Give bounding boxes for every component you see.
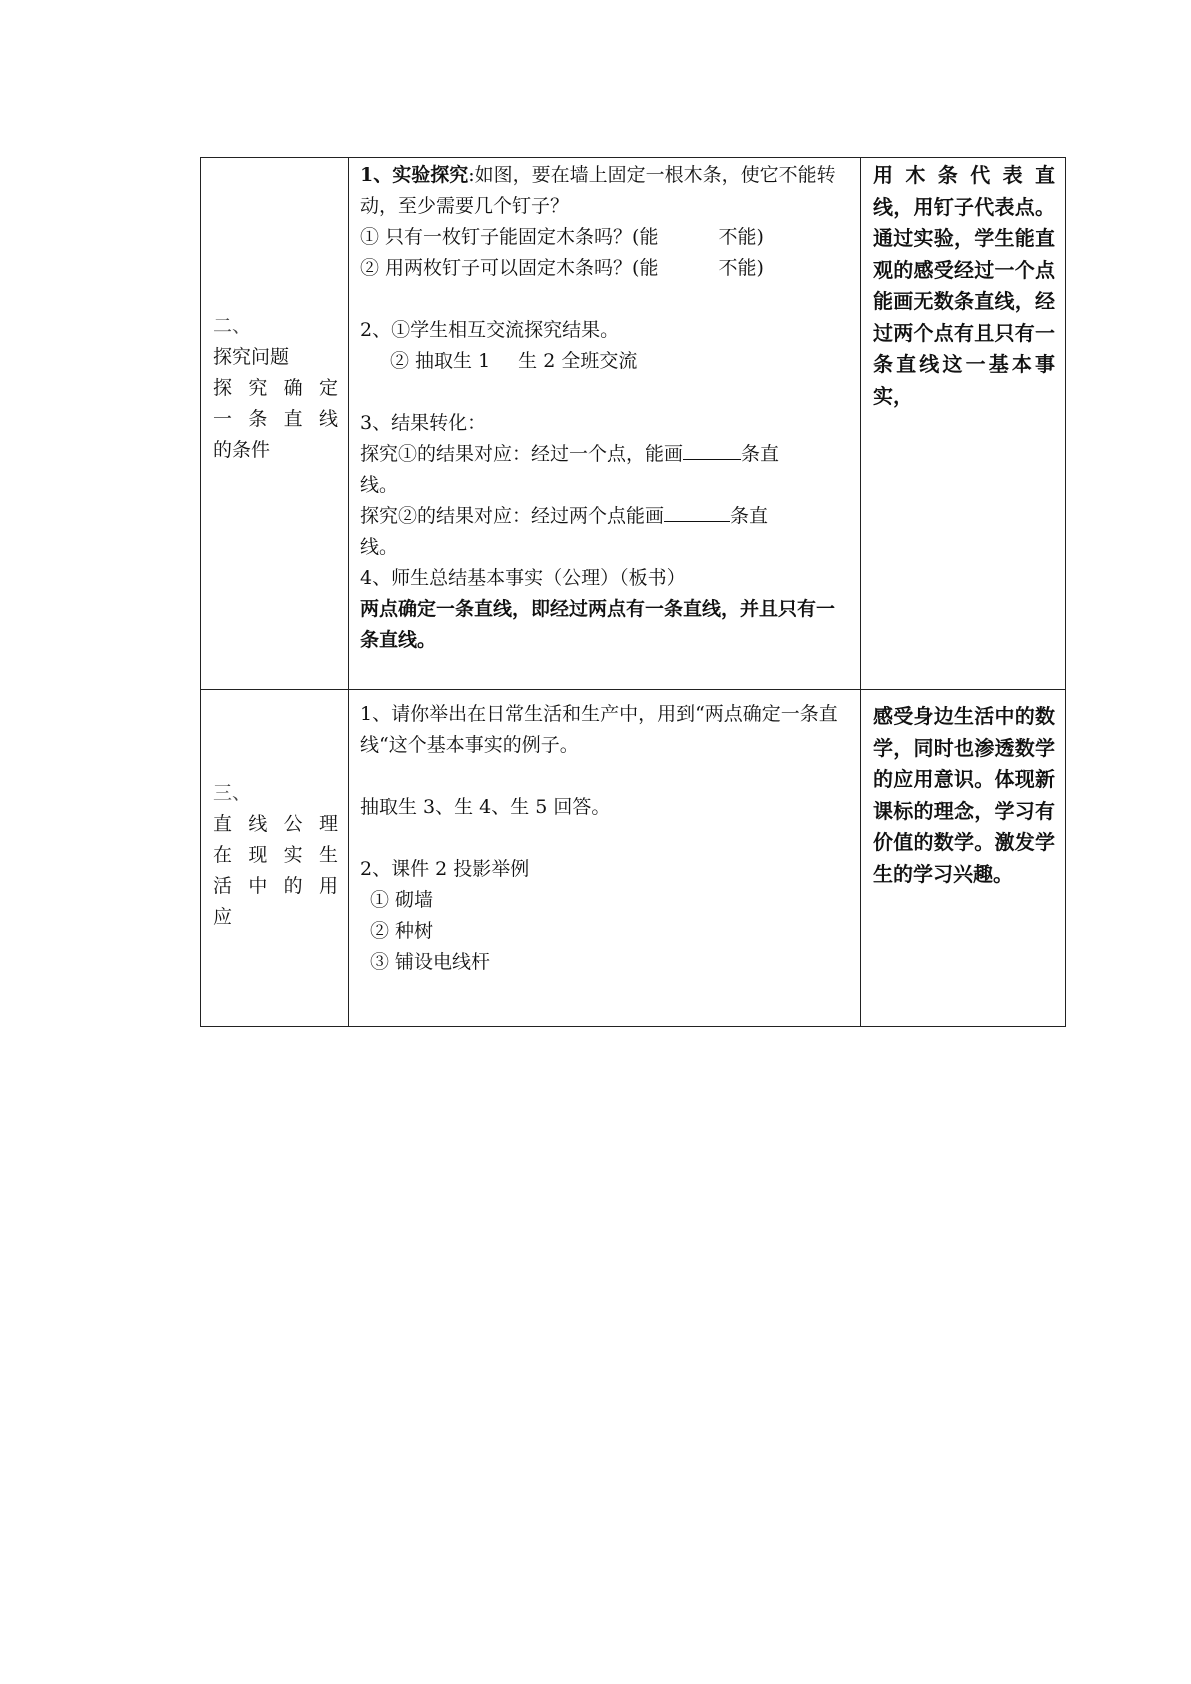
stage-title-line: 直线公理 [213, 813, 338, 835]
summary-item: 4、师生总结基本事实（公理）（板书） [360, 567, 686, 589]
stage-cell [201, 158, 349, 690]
stage-number: 二、 [213, 315, 252, 337]
example-item: ③ 铺设电线杆 [370, 951, 491, 973]
design-note-cell [861, 690, 1066, 1027]
design-note-text: 线，用钉子代表点。通过实验，学生能直观的感受经过一个点能画无数条直线，经过两个点有且只有一条直线这一基本事实， [873, 194, 1055, 408]
answer-item: 抽取生 3、生 4、生 5 回答。 [360, 796, 611, 818]
conclusion: 两点确定一条直线，即经过两点有一条直线，并且只有一条直线。 [360, 598, 836, 651]
result-a-end: 线。 [360, 474, 399, 496]
experiment-item [360, 160, 850, 222]
stage-title-line: 一条直线 [213, 408, 338, 430]
content-cell [349, 690, 861, 1027]
example-item: ② 种树 [370, 920, 434, 942]
fill-blank [664, 501, 730, 522]
design-note-text: 感受身边生活中的数学，同时也渗透数学的应用意识。体现新课标的理念，学习有价值的数学。激发学生的学习兴趣。 [873, 704, 1055, 886]
question-2: ② 用两枚钉子可以固定木条吗？(能 不能) [360, 257, 764, 279]
stage-title-line: 的条件 [213, 439, 271, 461]
stage-title-line: 在现实生 [213, 844, 338, 866]
stage-cell [201, 690, 349, 1027]
application-item: 1、请你举出在日常生活和生产中，用到“两点确定一条直线“这个基本事实的例子。 [360, 703, 838, 756]
exchange-subitem: ② 抽取生 1 生 2 全班交流 [390, 350, 638, 372]
stage-title-line: 探究确定 [213, 377, 338, 399]
result-b-end: 线。 [360, 536, 399, 558]
stage-number: 三、 [213, 782, 252, 804]
stage-title-line: 探究问题 [213, 346, 290, 368]
table-row [201, 690, 1066, 1027]
experiment-text: :如图，要在墙上固定一根木条，使它不能转动，至少需要几个钉子？ [360, 164, 836, 217]
stage-title-line: 应 [213, 906, 233, 928]
result-b: 探究②的结果对应：经过两个点能画 条直 [360, 501, 850, 532]
question-1: ① 只有一枚钉子能固定木条吗？(能 不能) [360, 226, 764, 248]
experiment-label: 1、实验探究 [360, 164, 469, 186]
design-note-cell [861, 158, 1066, 690]
stage-title-line: 活中的用 [213, 875, 338, 897]
lesson-plan-table [200, 157, 1066, 1027]
exchange-item: 2、①学生相互交流探究结果。 [360, 319, 620, 341]
table-row [201, 158, 1066, 690]
content-cell [349, 158, 861, 690]
design-note-line: 用木条代表直 [873, 163, 1055, 187]
example-item: ① 砌墙 [370, 889, 434, 911]
result-item: 3、结果转化： [360, 412, 487, 434]
courseware-item: 2、课件 2 投影举例 [360, 858, 530, 880]
fill-blank [683, 439, 741, 460]
result-a: 探究①的结果对应：经过一个点，能画 条直 [360, 439, 850, 470]
